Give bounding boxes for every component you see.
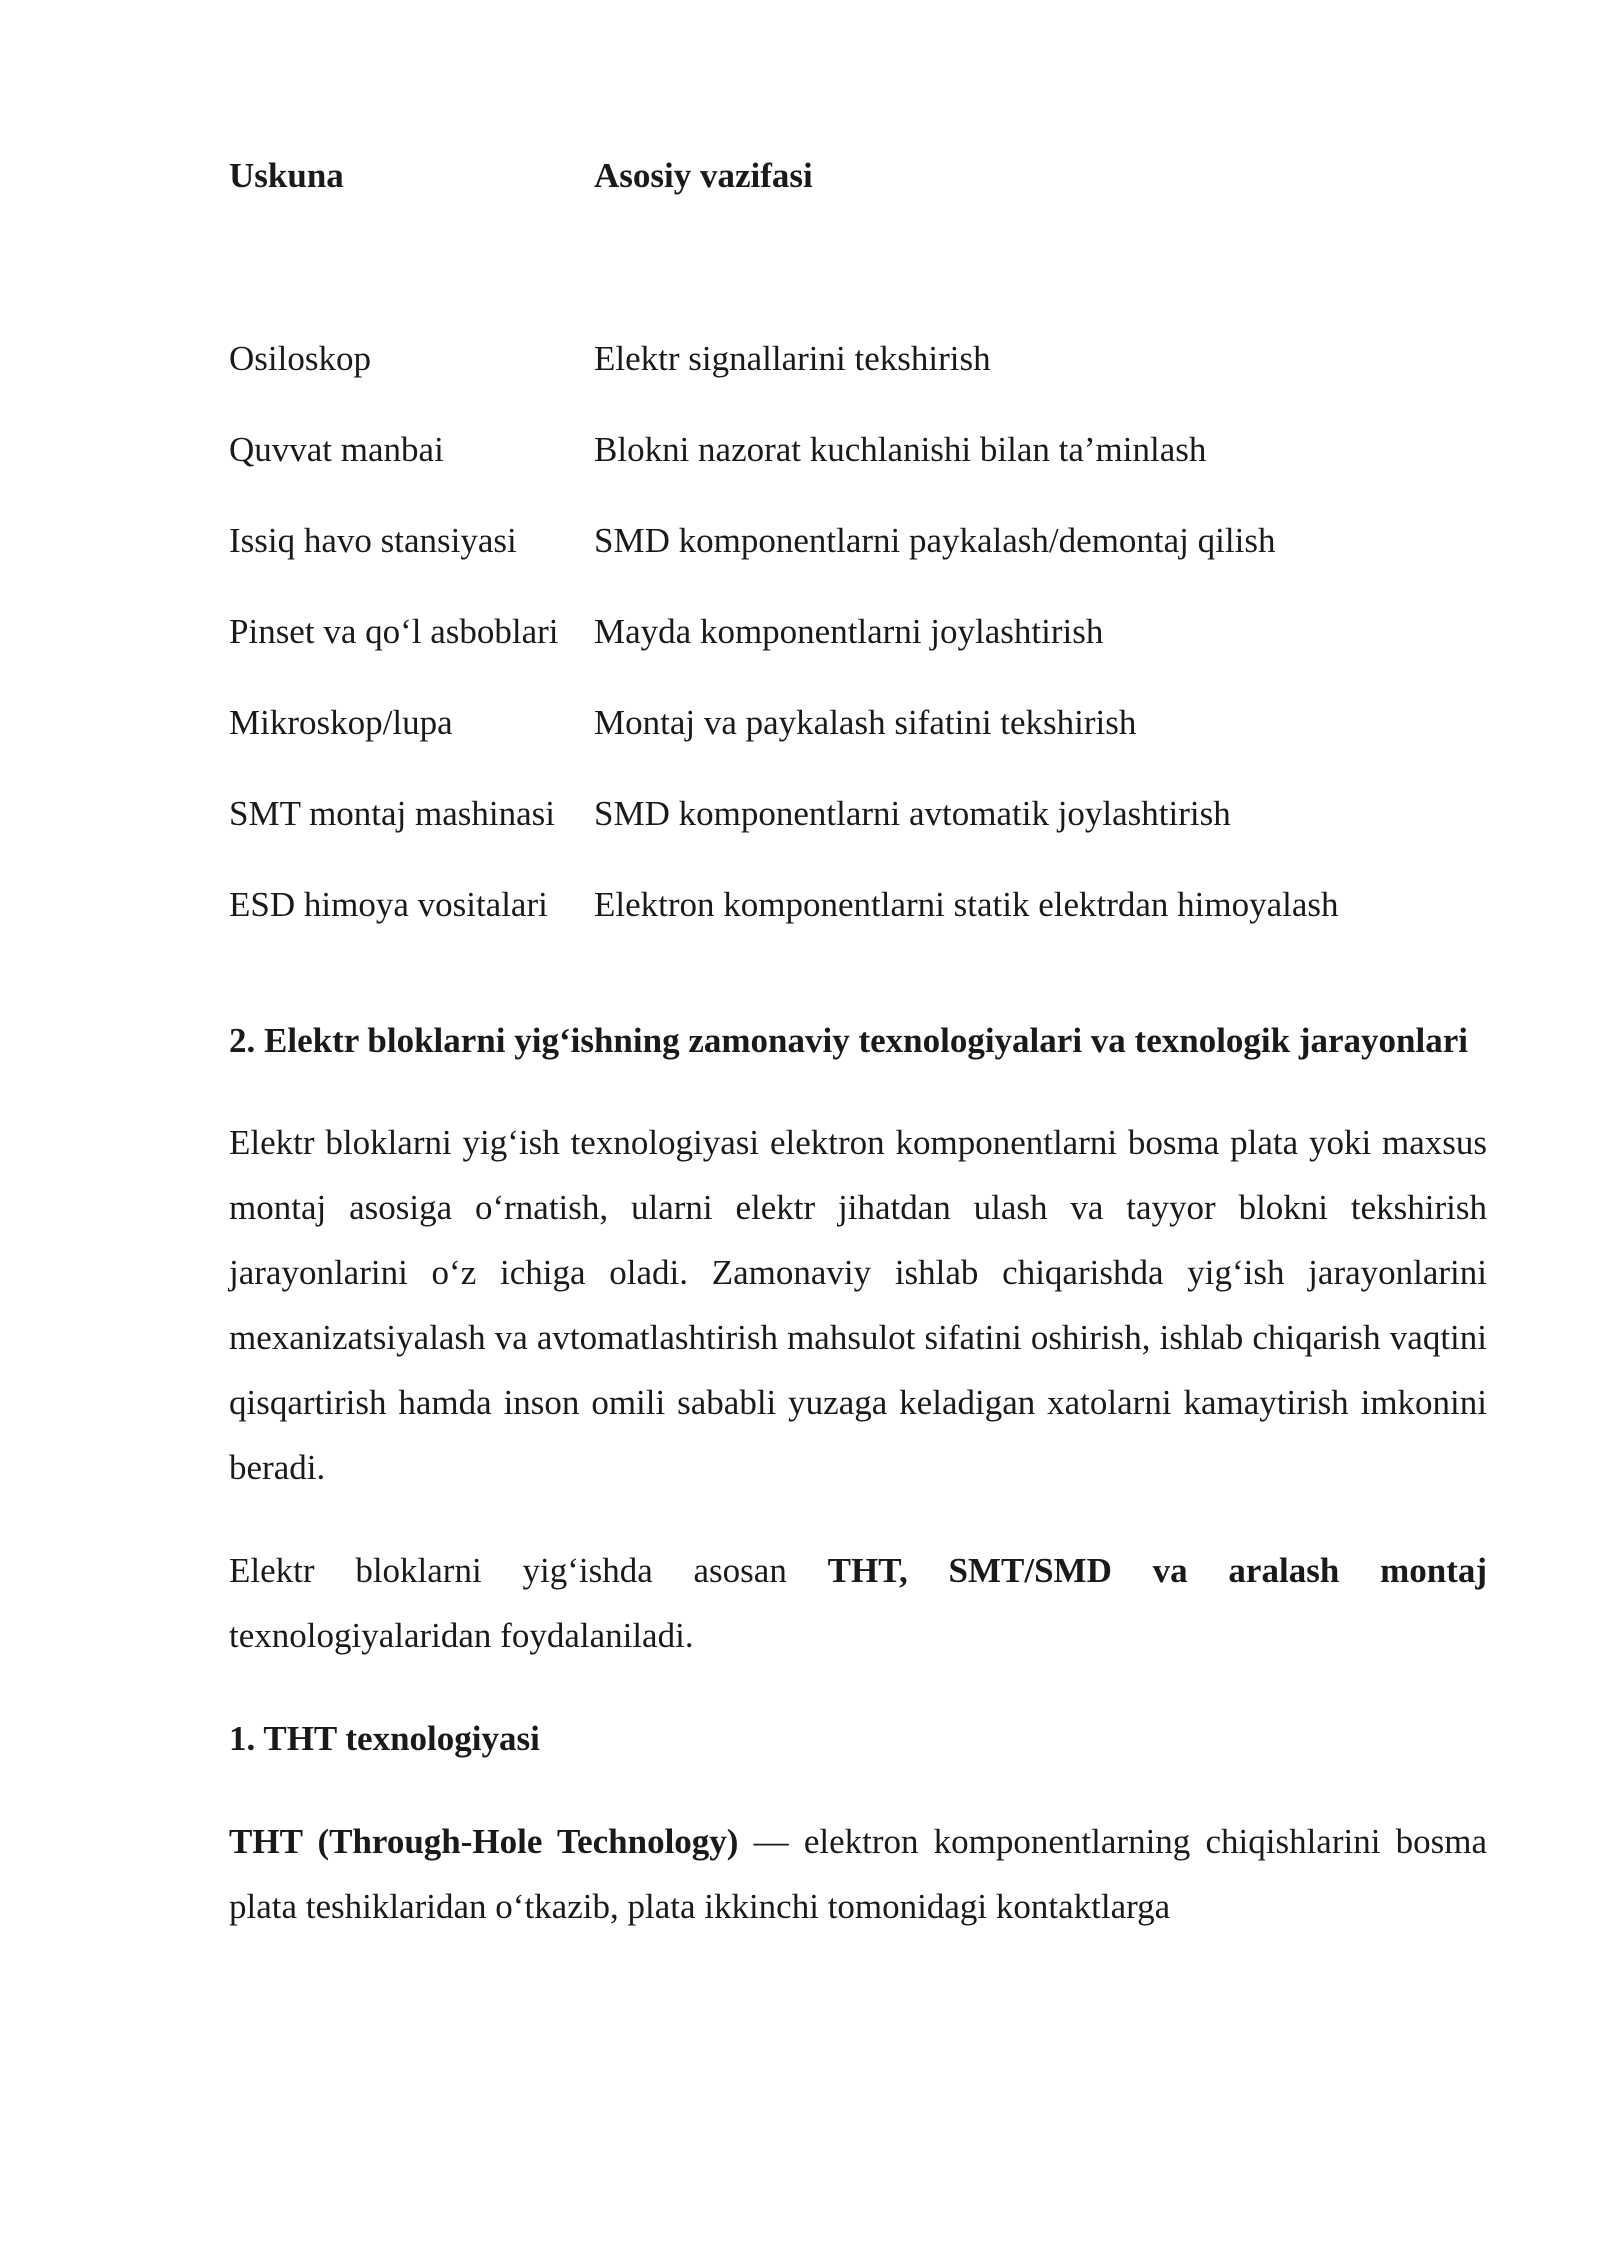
function-cell: SMD komponentlarni avtomatik joylashtirish xyxy=(594,794,1231,833)
paragraph-bold-text: THT (Through-Hole Technology) xyxy=(229,1822,739,1861)
function-cell: Mayda komponentlarni joylashtirish xyxy=(594,612,1104,651)
paragraph-text: texnologiyalaridan foydalaniladi. xyxy=(229,1616,694,1655)
table-row xyxy=(229,612,1487,658)
paragraph-text: Elektr bloklarni yig‘ishda asosan xyxy=(229,1551,828,1590)
function-cell: Elektr signallarini tekshirish xyxy=(594,339,991,378)
function-cell: Blokni nazorat kuchlanishi bilan ta’minlash xyxy=(594,430,1207,469)
table-row xyxy=(229,885,1487,931)
subsection-heading: 1. THT texnologiyasi xyxy=(229,1719,540,1758)
section-heading: 2. Elektr bloklarni yig‘ishning zamonaviy texnologiyalari va texnologik jarayonlari xyxy=(229,1021,1468,1060)
body-text xyxy=(229,1008,1487,1939)
paragraph xyxy=(229,1809,1487,1939)
paragraph xyxy=(229,1538,1487,1668)
table-row xyxy=(229,521,1487,567)
equipment-cell: ESD himoya vositalari xyxy=(229,885,548,924)
equipment-cell: Pinset va qo‘l asboblari xyxy=(229,612,559,651)
paragraph-bold-text: THT, SMT/SMD va aralash montaj xyxy=(827,1551,1488,1590)
equipment-cell: Quvvat manbai xyxy=(229,430,444,469)
header-equipment: Uskuna xyxy=(229,156,344,195)
table-row xyxy=(229,794,1487,840)
table-row xyxy=(229,703,1487,749)
table-header xyxy=(229,156,1487,202)
equipment-cell: Issiq havo stansiyasi xyxy=(229,521,517,560)
table-row xyxy=(229,339,1487,385)
equipment-cell: Osiloskop xyxy=(229,339,371,378)
equipment-cell: Mikroskop/lupa xyxy=(229,703,453,742)
function-cell: Montaj va paykalash sifatini tekshirish xyxy=(594,703,1137,742)
header-function: Asosiy vazifasi xyxy=(594,156,813,195)
function-cell: Elektron komponentlarni statik elektrdan himoyalash xyxy=(594,885,1339,924)
paragraph: Elektr bloklarni yig‘ish texnologiyasi elektron komponentlarni bosma plata yoki maxsus montaj asosiga o‘rnatish, ularni elektr jihatdan ulash va tayyor blokni tekshirish jarayonlarini o‘z ichiga oladi. Zamonaviy ishlab chiqarishda yig‘ish jarayonlarini mexanizatsiyalash va avtomatlashtirish mahsulot sifatini oshirish, ishlab chiqarish vaqtini qisqartirish hamda inson omili sababli yuzaga keladigan xatolarni kamaytirish imkonini beradi. xyxy=(229,1123,1487,1487)
table-row xyxy=(229,430,1487,476)
function-cell: SMD komponentlarni paykalash/demontaj qilish xyxy=(594,521,1276,560)
paragraph-text: — elektron komponentlarning chiqishlarini bosma plata teshiklaridan o‘tkazib, plata ikkinchi tomonidagi kontaktlarga xyxy=(229,1822,1488,1926)
equipment-cell: SMT montaj mashinasi xyxy=(229,794,556,833)
